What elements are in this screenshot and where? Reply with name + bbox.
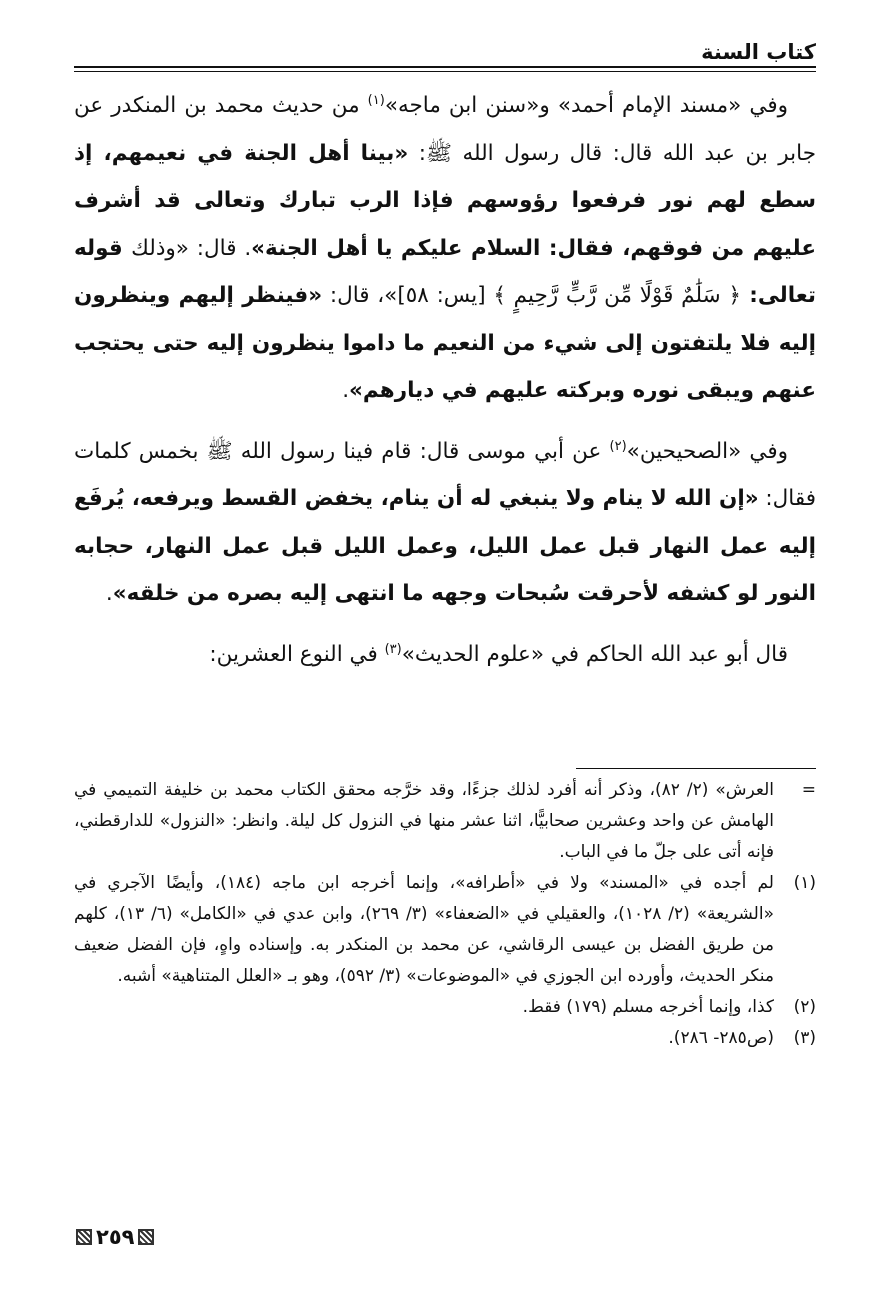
footnote-marker: = [801,780,816,800]
paragraph-1-text: . قال: «وذلك [131,235,252,261]
paragraph-3-text: قال أبو عبد الله الحاكم في «علوم الحديث» [401,641,788,667]
footnote-1 [74,868,816,992]
paragraph-2 [74,428,816,618]
hadith-quote: «بينا أهل الجنة في نعيمهم، إذ سطع لهم نور فرفعوا رؤوسهم فإذا الرب تبارك وتعالى قد أشرف عليهم من فوقهم، فقال: السلام عليكم يا أهل الجنة» [74,140,817,261]
ornament-icon [76,1229,92,1245]
ornament-icon [138,1229,154,1245]
paragraph-1-text: وفي «مسند الإمام أحمد» و«سنن ابن ماجه» [384,93,788,118]
page-number: ٢٥٩ [96,1225,135,1249]
hadith-quote: قوله تعالى: [74,235,816,308]
footnote-ref-3[interactable]: (٣) [384,641,402,657]
footnote-ref-2[interactable]: (٢) [609,438,627,454]
paragraph-1-text: . [342,378,350,403]
footnote-text: (ص٢٨٥- ٢٨٦). [668,1028,774,1048]
footnotes [74,775,816,1054]
paragraph-3-text: في النوع العشرين: [209,641,385,667]
footnote-3 [74,1023,816,1054]
footnote-marker: (٣) [793,1028,816,1048]
hadith-quote: «إن الله لا ينام ولا ينبغي له أن ينام، يخفض القسط ويرفعه، يُرفَع إليه عمل النهار قبل عمل الليل، وعمل الليل قبل عمل النهار، حجابه النور لو كشفه لأحرقت سُبحات وجهه ما انتهى إليه بصره من خلقه» [74,486,816,606]
footnote-marker: (١) [793,873,816,893]
footnote-text: لم أجده في «المسند» ولا في «أطرافه»، وإنما أخرجه ابن ماجه (١٨٤)، وأيضًا الآجري في «الشريعة» (٢/ ١٠٢٨)، والعقيلي في «الضعفاء» (٣/ ٢٦٩)، وابن عدي في «الكامل» (٦/ ١٣)، كلهم من طريق الفضل بن عيسى الرقاشي، عن محمد بن المنكدر به. وإسناده واهٍ، فإن الفضل ضعيف منكر الحديث، وأورده ابن الجوزي في «الموضوعات» (٣/ ٥٩٢)، وهو بـ «العلل المتناهية» أشبه. [74,873,774,986]
page-number-block [76,1226,154,1248]
page-header [74,38,816,66]
running-title: كتاب السنة [701,40,816,64]
paragraph-1 [74,82,816,415]
main-text [74,82,816,691]
paragraph-2-text: . [105,581,113,606]
footnote-ref-1[interactable]: (١) [367,92,385,108]
footnote-separator [576,768,816,769]
paragraph-3 [74,631,816,679]
footnote-2 [74,992,816,1023]
footnote-text: كذا، وإنما أخرجه مسلم (١٧٩) فقط. [522,997,774,1017]
paragraph-2-text: عن أبي موسى قال: قام فينا رسول الله ﷺ بخمس كلمات فقال: [74,438,816,511]
footnote-text: العرش» (٢/ ٨٢)، وذكر أنه أفرد لذلك جزءًا، وقد خرَّجه محقق الكتاب محمد بن خليفة التميمي في الهامش عن واحد وعشرين صحابيًّا، اثنا عشر منها في النزول كل ليلة. وانظر: «النزول» للدارقطني، فإنه أتى على جلّ ما في الباب. [74,780,774,862]
header-rule-thick [74,66,816,68]
footnote-continuation [74,775,816,868]
quran-verse: ﴿ سَلَٰمٌ قَوْلًا مِّن رَّبٍّ رَّحِيمٍ ﴾ [493,283,741,308]
paragraph-1-text: [يس: ٥٨]»، قال: [322,283,494,308]
paragraph-2-text: وفي «الصحيحين» [626,438,788,464]
hadith-quote: «فينظر إليهم وينظرون إليه فلا يلتفتون إلى شيء من النعيم ما داموا ينظرون إليه حتى يحتجب عنهم ويبقى نوره وبركته عليهم في ديارهم» [74,283,816,403]
paragraph-1-text: من حديث محمد بن المنكدر عن جابر بن عبد الله قال: قال رسول الله ﷺ: [74,93,816,166]
footnote-marker: (٢) [793,997,816,1017]
header-rule-thin [74,71,816,72]
